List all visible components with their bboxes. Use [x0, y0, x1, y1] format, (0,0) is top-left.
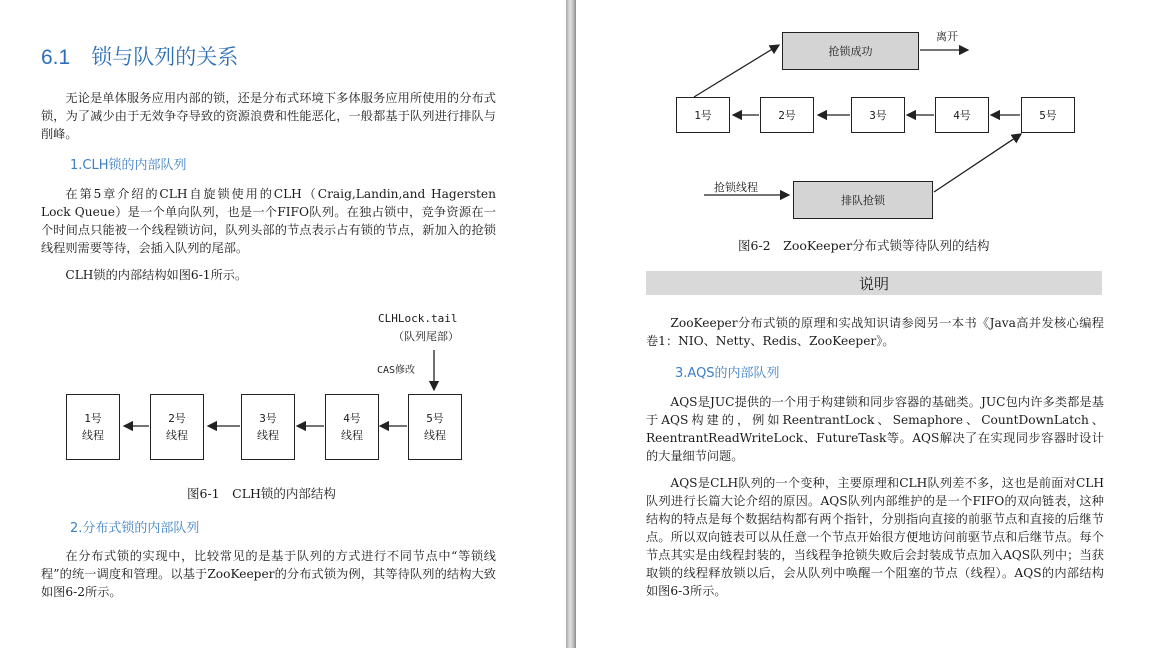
clh-figure-reference: CLH锁的内部结构如图6-1所示。 [65, 268, 248, 282]
section-title: 6.1 锁与队列的关系 [41, 46, 239, 69]
page-gutter [566, 0, 576, 648]
clh-paragraph: 在第5章介绍的CLH自旋锁使用的CLH（Craig,Landin,and Hagersten Lock Queue）是一个单向队列，也是一个FIFO队列。在独占锁中，竞争资源在一个时间点只能被一个线程锁访问，队列头部的节点表示占有锁的节点，新加入的抢锁线程则需要等待，会插入队列的尾部。 [41, 187, 496, 255]
clh-heading: 1.CLH锁的内部队列 [70, 158, 187, 173]
zk-node-2: 2号 [760, 97, 814, 133]
figure-6-2 [576, 0, 1149, 260]
figure-6-1-caption: 图6-1 CLH锁的内部结构 [187, 486, 336, 501]
clh-node-1: 1号 线程 [66, 394, 120, 460]
intro-paragraph: 无论是单体服务应用内部的锁，还是分布式环境下多体服务应用所使用的分布式锁，为了减少由于无效争夺导致的资源浪费和性能恶化，一般都基于队列进行排队与削峰。 [41, 91, 496, 141]
dist-paragraph: 在分布式锁的实现中，比较常见的是基于队列的方式进行不同节点中“等锁线程”的统一调度和管理。以基于ZooKeeper的分布式锁为例，其等待队列的结构大致如图6-2所示。 [41, 549, 496, 599]
right-page [576, 0, 1149, 648]
clh-node-2: 2号 线程 [150, 394, 204, 460]
zk-node-5: 5号 [1021, 97, 1075, 133]
cas-label: CAS修改 [377, 365, 416, 376]
aqs-paragraph-2: AQS是CLH队列的一个变种，主要原理和CLH队列差不多，这也是前面对CLH队列进行长篇大论介绍的原因。AQS队列内部维护的是一个FIFO的双向链表，这种结构的特点是每个数据结构都有两个指针，分别指向直接的前驱节点和直接的后继节点。所以双向链表可以从任意一个节点开始很方便地访问前驱节点和后继节点。每个节点其实是由线程封装的，当线程争抢锁失败后会封装成节点加入AQS队列中；当获取锁的线程释放锁以后，会从队列中唤醒一个阻塞的节点（线程）。AQS的内部结构如图6-3所示。 [646, 476, 1104, 598]
tail-sublabel: （队列尾部） [393, 330, 459, 343]
lock-success-box: 抢锁成功 [782, 32, 919, 70]
note-title-bar: 说明 [646, 271, 1102, 295]
queue-box: 排队抢锁 [793, 181, 933, 219]
note-paragraph: ZooKeeper分布式锁的原理和实战知识请参阅另一本书《Java高并发核心编程 卷1：NIO、Netty、Redis、ZooKeeper》。 [646, 316, 1104, 348]
clh-node-3: 3号 线程 [241, 394, 295, 460]
aqs-heading: 3.AQS的内部队列 [675, 366, 780, 381]
dist-heading: 2.分布式锁的内部队列 [70, 521, 200, 536]
zk-node-3: 3号 [851, 97, 905, 133]
aqs-paragraph-1: AQS是JUC提供的一个用于构建锁和同步容器的基础类。JUC包内许多类都是基于AQS构建的，例如ReentrantLock、Semaphore、CountDownLatch、ReentrantReadWriteLock、FutureTask等。AQS解决了在实现同步容器时设计的大量细节问题。 [646, 395, 1104, 463]
figure-6-2-caption: 图6-2 ZooKeeper分布式锁等待队列的结构 [738, 238, 990, 253]
left-page [0, 0, 566, 648]
leave-label: 离开 [936, 30, 958, 43]
clh-node-5: 5号 线程 [408, 394, 462, 460]
clh-node-4: 4号 线程 [325, 394, 379, 460]
zk-node-4: 4号 [935, 97, 989, 133]
zk-node-1: 1号 [676, 97, 730, 133]
tail-label: CLHLock.tail [378, 312, 458, 325]
lock-thread-label: 抢锁线程 [714, 181, 758, 194]
